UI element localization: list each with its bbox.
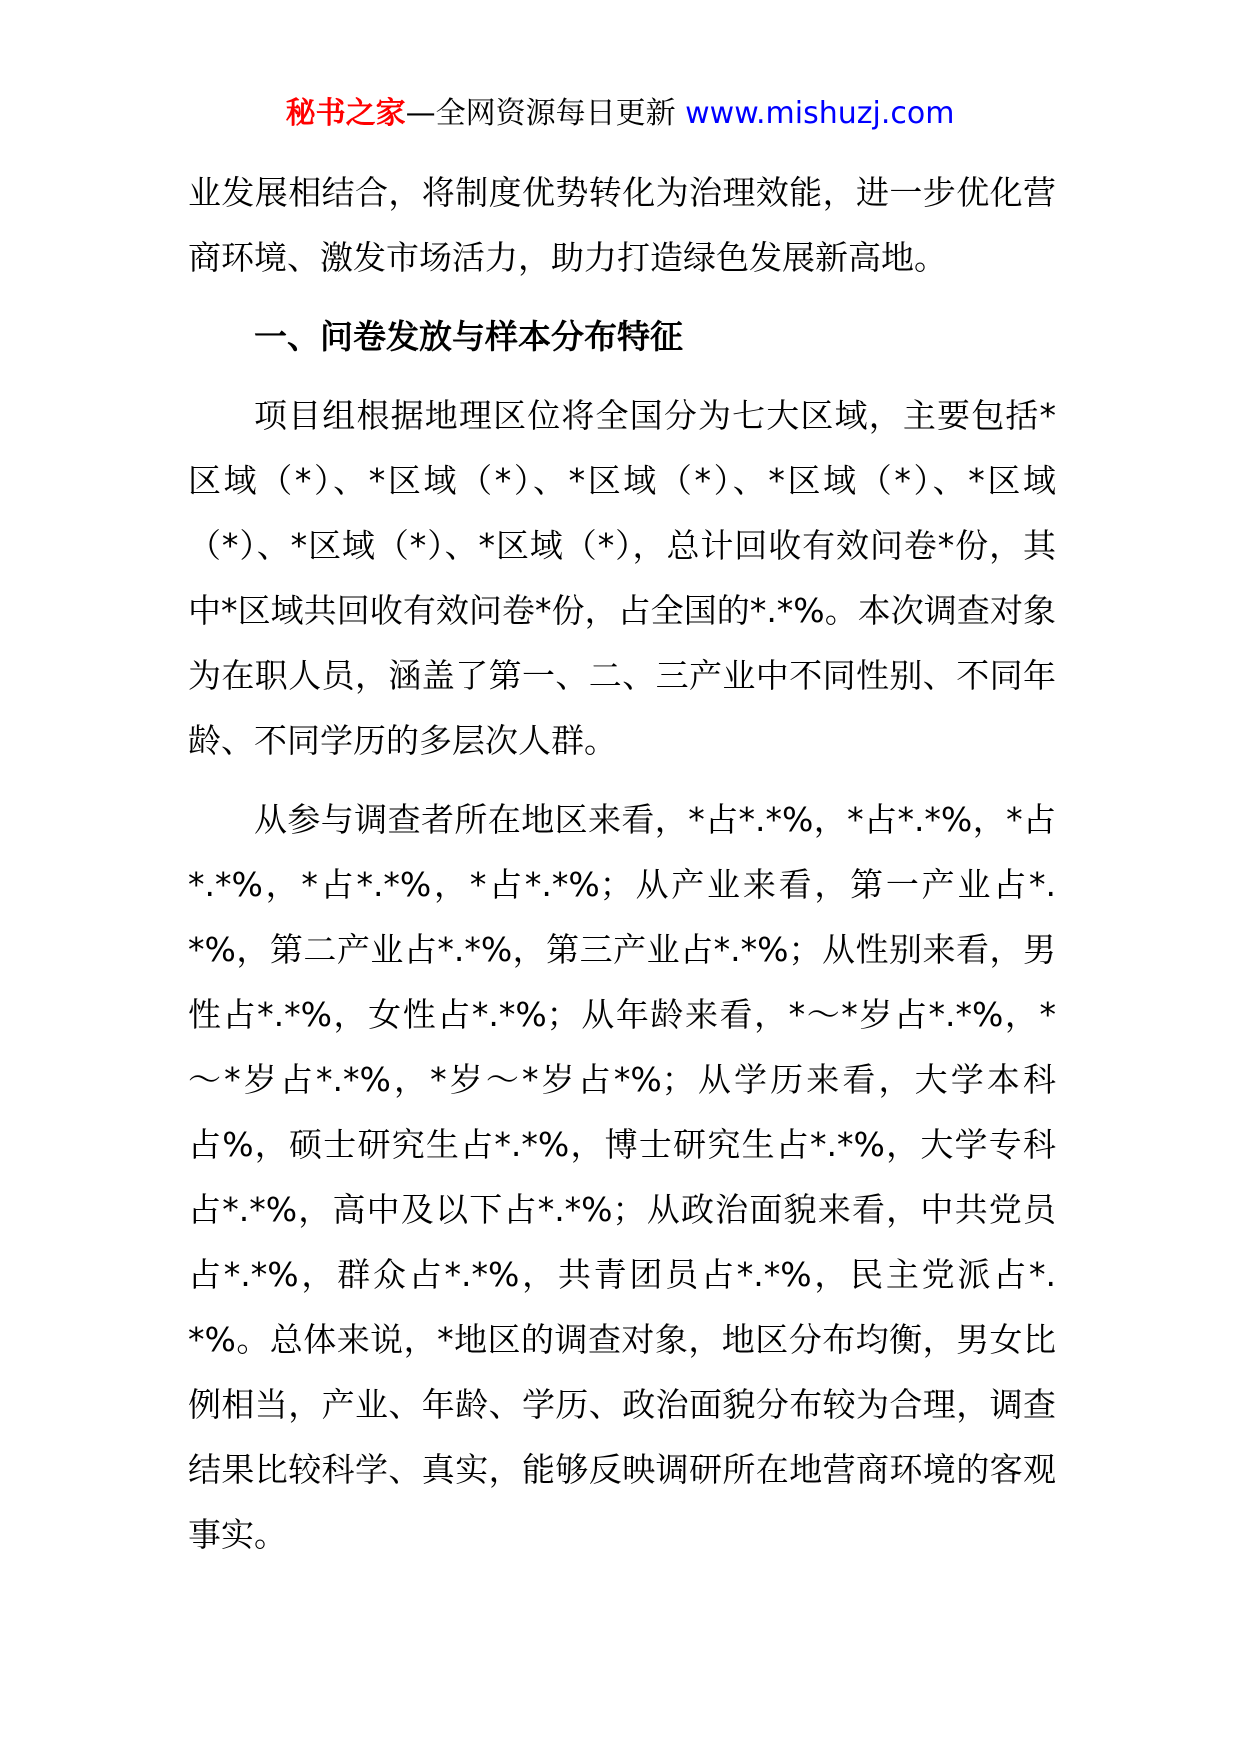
- header-slogan: —全网资源每日更新: [405, 96, 676, 131]
- brand-name: 秘书之家: [285, 96, 406, 131]
- body-paragraph: 从参与调查者所在地区来看，*占*.*%，*占*.*%，*占*.*%，*占*.*%，*占*.*%；从产业来看，第一产业占*.*%，第二产业占*.*%，第三产业占*.*%；从性别来看，男性占*.*%，女性占*.*%；从年龄来看，*～*岁占*.*%，*～*岁占*.*%，*岁～*岁占*%；从学历来看，大学本科占%，硕士研究生占*.*%，博士研究生占*.*%，大学专科占*.*%，高中及以下占*.*%；从政治面貌来看，中共党员占*.*%，群众占*.*%，共青团员占*.*%，民主党派占*.*%。总体来说，*地区的调查对象，地区分布均衡，男女比例相当，产业、年龄、学历、政治面貌分布较为合理，调查结果比较科学、真实，能够反映调研所在地营商环境的客观事实。: [188, 800, 1056, 1554]
- section-heading: 一、问卷发放与样本分布特征: [254, 317, 683, 356]
- document-body: [188, 160, 1056, 1567]
- intro-continuation-paragraph: 业发展相结合，将制度优势转化为治理效能，进一步优化营商环境、激发市场活力，助力打造绿色发展新高地。: [188, 173, 1056, 277]
- body-paragraph: 项目组根据地理区位将全国分为七大区域，主要包括*区域（*）、*区域（*）、*区域（*）、*区域（*）、*区域（*）、*区域（*）、*区域（*），总计回收有效问卷*份，其中*区域共回收有效问卷*份，占全国的*.*%。本次调查对象为在职人员，涵盖了第一、二、三产业中不同性别、不同年龄、不同学历的多层次人群。: [188, 396, 1056, 760]
- website-link[interactable]: www.mishuzj.com: [685, 96, 955, 131]
- watermark-header: [0, 94, 1240, 134]
